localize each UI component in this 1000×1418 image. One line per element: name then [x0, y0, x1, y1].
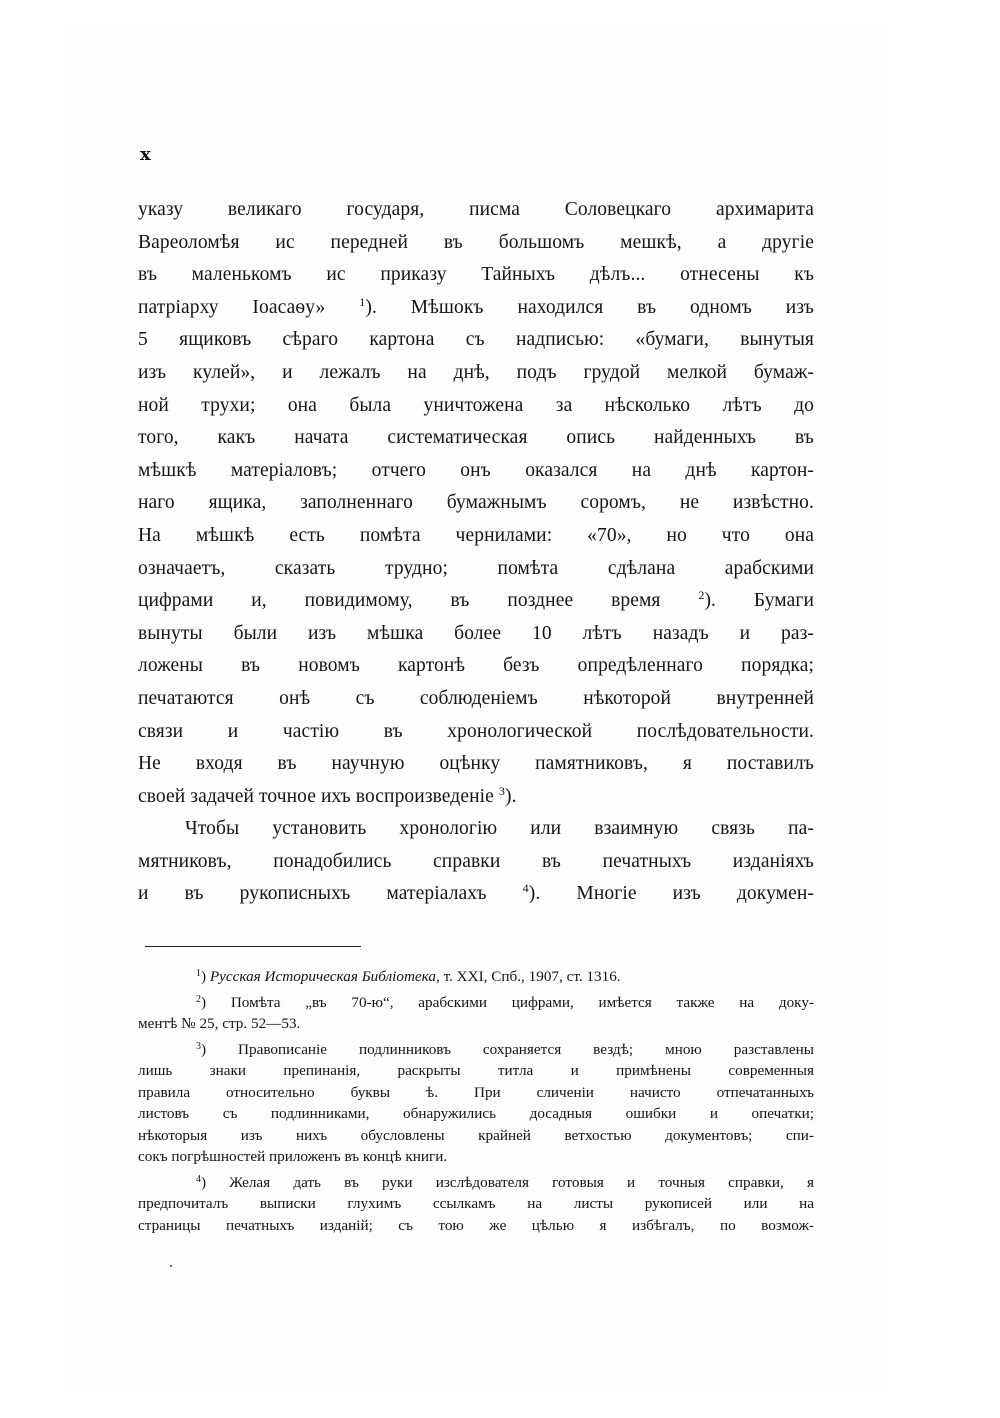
text-line — [138, 781, 814, 814]
footnote-1 — [138, 966, 814, 988]
citation-details: т. XXI, Спб., 1907, ст. 1316. — [439, 968, 621, 985]
citation-title: Русская Историческая Библіотека, — [209, 968, 440, 985]
footnote-line: лишь знаки препинанія, раскрыты титла и примѣнены современныя — [138, 1062, 814, 1079]
text-line: Не входя въ научную оцѣнку памятниковъ, я поставилъ — [138, 753, 814, 775]
footnote-3 — [138, 1039, 814, 1168]
text-line: вынуты были изъ мѣшка более 10 лѣтъ назадъ и раз- — [138, 622, 814, 644]
text-line — [138, 878, 814, 911]
text-line: связи и частію въ хронологической послѣдовательности. — [138, 720, 814, 742]
footnote-line: предпочиталъ выписки глухимъ ссылкамъ на листы рукописей или на — [138, 1195, 814, 1212]
text-line: означаетъ, сказать трудно; помѣта сдѣлана арабскими — [138, 557, 814, 579]
text-line: мятниковъ, понадобились справки въ печатныхъ изданіяхъ — [138, 850, 814, 872]
text-fragment: своей задачей точное ихъ воспроизведеніе — [138, 785, 494, 807]
text-fragment: ). Мѣшокъ находился въ одномъ изъ — [365, 296, 814, 318]
footnote-divider — [145, 946, 361, 947]
footnote-line: $^3$) Правописаніе подлинниковъ сохраняется вездѣ; мною разставлены — [196, 1040, 815, 1058]
footnote-ref[interactable]: 2 — [698, 588, 705, 603]
footnote-line: листовъ съ подлинниками, обнаружились досадныя ошибки и опечатки; — [138, 1105, 814, 1122]
footnote-marker: $^3$) — [196, 1040, 207, 1058]
text-line: мѣшкѣ матеріаловъ; отчего онъ оказался на днѣ картон- — [138, 459, 814, 481]
footnote-marker: $^2$) — [196, 993, 207, 1011]
text-fragment: цифрами и, повидимому, въ позднее время — [138, 590, 661, 612]
footnote-line: ментѣ № 25, стр. 52—53. — [138, 1015, 301, 1032]
text-line: Чтобы установить хронологію или взаимную связь па- — [185, 818, 814, 840]
text-line: 5 ящиковъ сѣраго картона съ надписью: «бумаги, вынутыя — [138, 329, 814, 351]
main-text — [138, 194, 814, 911]
text-fragment: ). — [505, 785, 517, 807]
text-fragment: и въ рукописныхъ матеріалахъ — [138, 883, 487, 905]
text-line: въ маленькомъ ис приказу Тайныхъ дѣлъ... отнесены къ — [138, 264, 814, 286]
page-number: x — [140, 144, 151, 165]
footnote-ref[interactable]: 1 — [359, 294, 366, 309]
text-line — [138, 585, 814, 618]
footnote-line: $^4$) Желая дать въ руки изслѣдователя готовыя и точныя справки, я — [196, 1173, 814, 1191]
footnote-4 — [138, 1172, 814, 1237]
text-line: того, какъ начата систематическая опись найденныхъ въ — [138, 427, 814, 449]
text-line: Вареоломѣя ис передней въ большомъ мешкѣ, а другіе — [138, 231, 814, 253]
text-line: наго ящика, заполненнаго бумажнымъ соромъ, не извѣстно. — [138, 492, 814, 514]
text-line: изъ кулей», и лежалъ на днѣ, подъ грудой мелкой бумаж- — [138, 361, 814, 383]
footnote-ref[interactable]: 3 — [498, 783, 505, 798]
print-speck — [170, 1265, 172, 1267]
footnote-ref[interactable]: 4 — [522, 881, 529, 896]
text-line — [138, 292, 814, 325]
footnote-2 — [138, 992, 814, 1035]
footnote-marker: $^1$) — [196, 968, 207, 985]
footnote-line: нѣкоторыя изъ нихъ обусловлены крайней ветхостью документовъ; спи- — [138, 1126, 814, 1144]
text-line: указу великаго государя, писма Соловецкаго архимарита — [138, 199, 814, 220]
text-fragment: патріарху Іоасаѳу» — [138, 296, 326, 318]
footnotes — [138, 966, 814, 1240]
text-fragment: ). Многіе изъ докумен- — [528, 883, 814, 905]
footnote-line: сокъ погрѣшностей приложенъ въ концѣ книги. — [138, 1148, 448, 1165]
footnote-line: правила относительно буквы ѣ. При сличеніи начисто отпечатанныхъ — [138, 1083, 814, 1101]
footnote-marker: $^4$) — [196, 1173, 207, 1191]
text-line: На мѣшкѣ есть помѣта чернилами: «70», но что она — [138, 524, 814, 546]
footnote-line: $^2$) Помѣта „въ 70-ю“, арабскими цифрами, имѣется также на доку- — [196, 993, 814, 1011]
text-line: печатаются онѣ съ соблюденіемъ нѣкоторой внутренней — [138, 687, 814, 709]
footnote-line — [138, 966, 814, 988]
text-line: ложены въ новомъ картонѣ безъ опредѣленнаго порядка; — [138, 655, 814, 677]
footnote-line: страницы печатныхъ изданій; съ тою же цѣлью я избѣгалъ, по возмож- — [138, 1216, 814, 1234]
text-line: ной трухи; она была уничтожена за нѣсколько лѣтъ до — [138, 394, 814, 416]
text-fragment: ). Бумаги — [704, 590, 814, 612]
